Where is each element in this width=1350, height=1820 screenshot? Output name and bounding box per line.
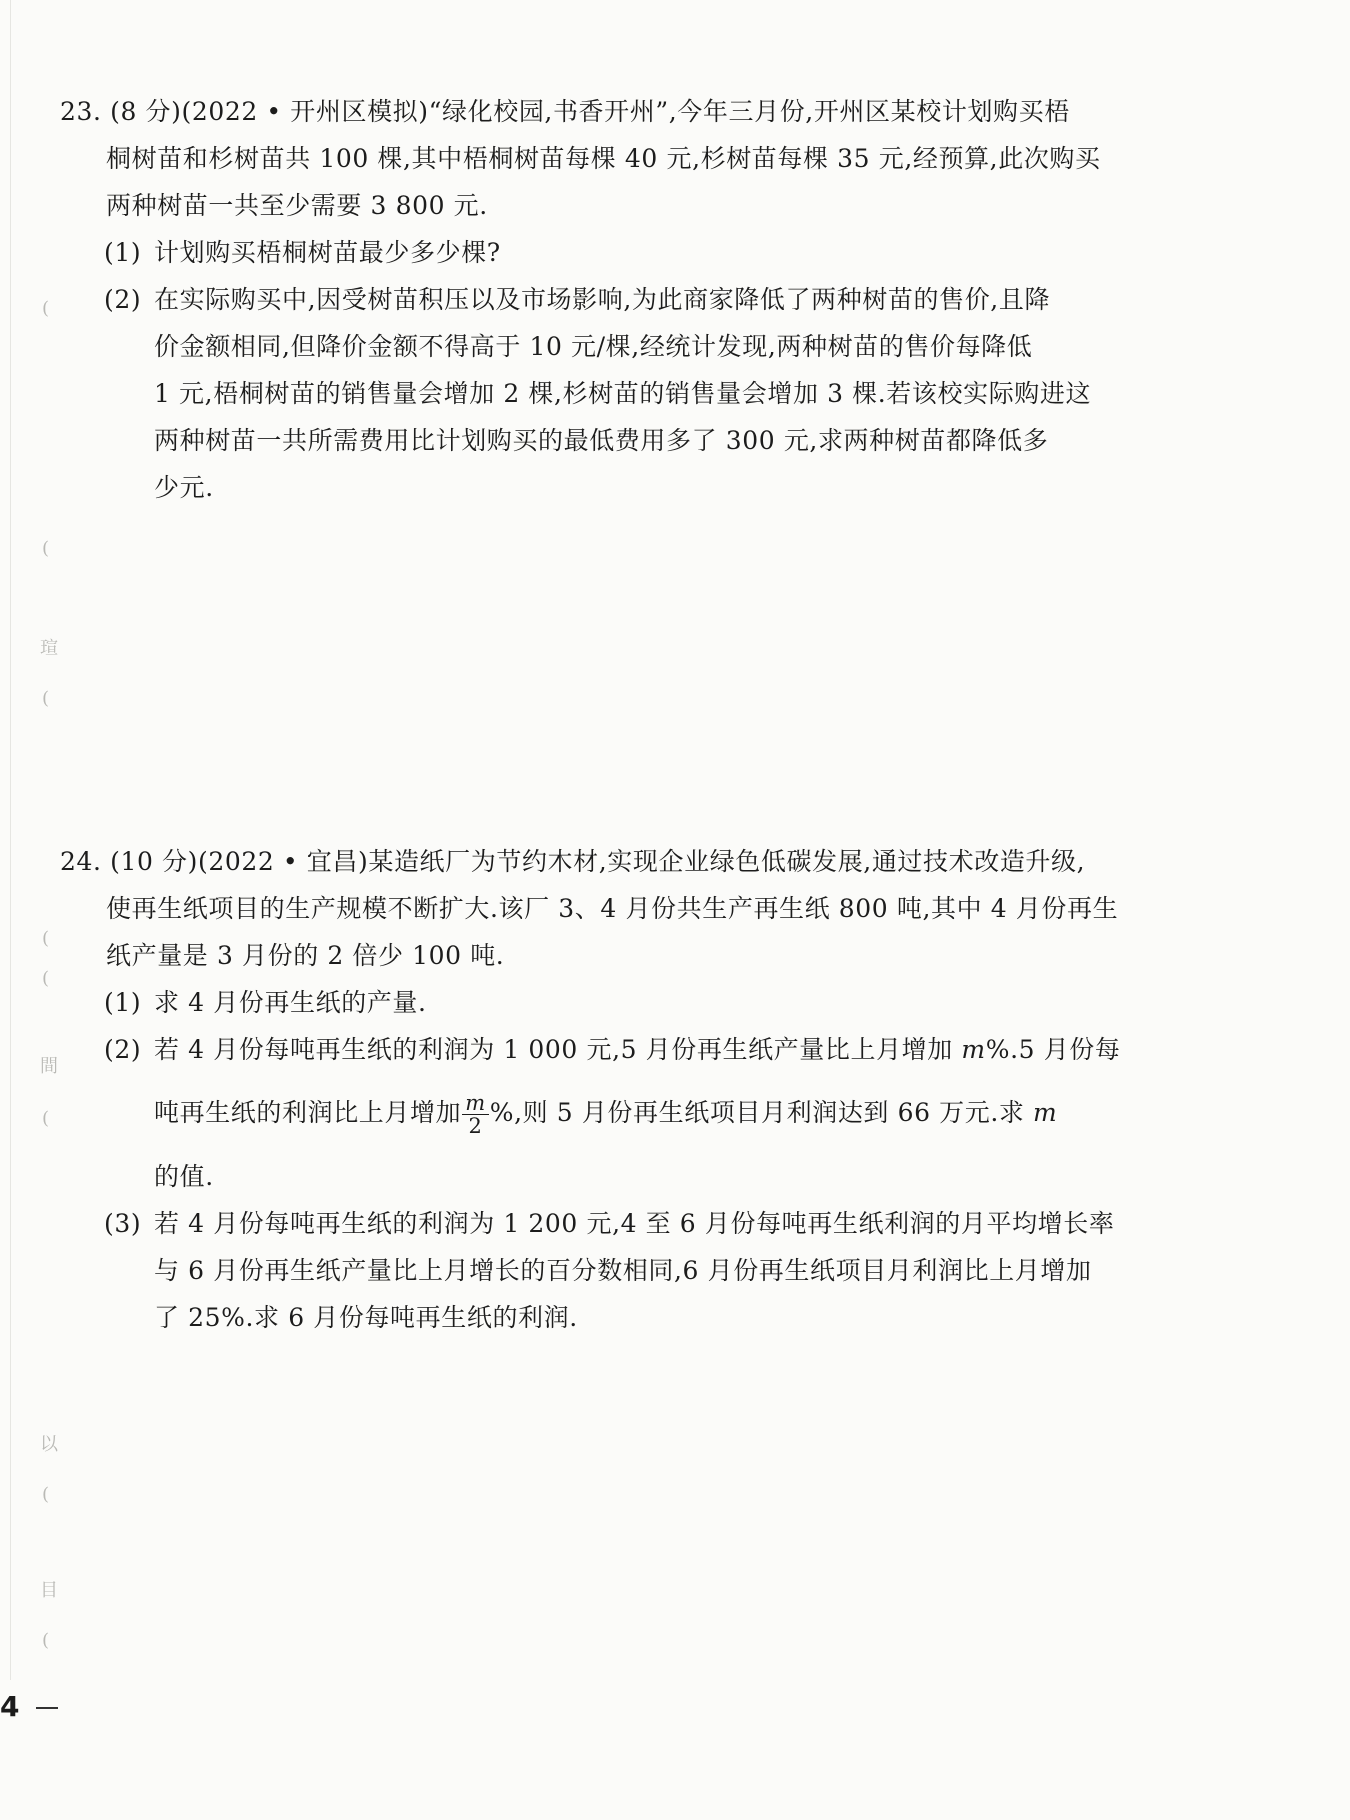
part-text: 在实际购买中,因受树苗积压以及市场影响,为此商家降低了两种树苗的售价,且降 xyxy=(154,285,1051,314)
part-number: (3) xyxy=(104,1209,142,1238)
part-text-segment: 吨再生纸的利润比上月增加 xyxy=(154,1098,462,1127)
margin-mark: 目 xyxy=(40,1580,58,1601)
problem-23-text: 桐树苗和杉树苗共 100 棵,其中梧桐树苗每棵 40 元,杉树苗每棵 35 元,经预算,此次购买 xyxy=(106,144,1101,173)
fraction-numerator: m xyxy=(462,1092,489,1115)
problem-24-part-3 xyxy=(60,1200,1160,1341)
problem-23-text: 两种树苗一共至少需要 3 800 元. xyxy=(106,191,488,220)
problem-24-header: 24. (10 分)(2022 • 宜昌)某造纸厂为节约木材,实现企业绿色低碳发展,通过技术改造升级, xyxy=(60,847,1086,876)
part-number: (1) xyxy=(104,988,142,1017)
margin-mark: ( xyxy=(42,1108,50,1129)
margin-mark: ( xyxy=(42,298,50,319)
margin-mark: ( xyxy=(42,1630,50,1651)
variable-m: m xyxy=(961,1035,986,1064)
problem-23-header: 23. (8 分)(2022 • 开州区模拟)“绿化校园,书香开州”,今年三月份,开州区某校计划购买梧 xyxy=(60,97,1070,126)
part-text: 两种树苗一共所需费用比计划购买的最低费用多了 300 元,求两种树苗都降低多 xyxy=(154,426,1049,455)
fraction-denominator: 2 xyxy=(468,1114,483,1138)
part-text xyxy=(154,1073,1160,1153)
margin-mark: ( xyxy=(42,928,50,949)
page-number: 4 xyxy=(0,1690,20,1723)
problem-24-part-1 xyxy=(60,979,1160,1026)
part-number: (2) xyxy=(104,285,142,314)
margin-mark: 瑄 xyxy=(40,638,58,659)
part-text xyxy=(154,1026,1160,1073)
margin-mark: 間 xyxy=(40,1056,58,1077)
problem-23 xyxy=(60,88,1160,511)
part-text: 计划购买梧桐树苗最少多少棵? xyxy=(154,238,501,267)
part-number: (2) xyxy=(104,1035,142,1064)
problem-23-part-1 xyxy=(60,229,1160,276)
binding-margin-line xyxy=(10,0,11,1680)
part-text: 1 元,梧桐树苗的销售量会增加 2 棵,杉树苗的销售量会增加 3 棵.若该校实际购进这 xyxy=(154,379,1092,408)
part-text: 的值. xyxy=(154,1162,214,1191)
variable-m: m xyxy=(1033,1098,1058,1127)
part-text: 与 6 月份再生纸产量比上月增长的百分数相同,6 月份再生纸项目月利润比上月增加 xyxy=(154,1256,1092,1285)
problem-24-text: 使再生纸项目的生产规模不断扩大.该厂 3、4 月份共生产再生纸 800 吨,其中 4 月份再生 xyxy=(106,894,1119,923)
margin-mark: ( xyxy=(42,968,50,989)
part-text: 求 4 月份再生纸的产量. xyxy=(154,988,427,1017)
part-text-segment: 若 4 月份每吨再生纸的利润为 1 000 元,5 月份再生纸产量比上月增加 xyxy=(154,1035,962,1064)
problem-24-text: 纸产量是 3 月份的 2 倍少 100 吨. xyxy=(106,941,505,970)
part-number: (1) xyxy=(104,238,142,267)
part-text: 若 4 月份每吨再生纸的利润为 1 200 元,4 至 6 月份每吨再生纸利润的月平均增长率 xyxy=(154,1209,1115,1238)
problem-24-part-2 xyxy=(60,1026,1160,1200)
part-text: 价金额相同,但降价金额不得高于 10 元/棵,经统计发现,两种树苗的售价每降低 xyxy=(154,332,1033,361)
margin-mark: 以 xyxy=(40,1434,58,1455)
margin-mark: ( xyxy=(42,1484,50,1505)
fraction-m-over-2 xyxy=(462,1092,489,1137)
problem-24 xyxy=(60,838,1160,1341)
margin-mark: ( xyxy=(42,688,50,709)
part-text: 少元. xyxy=(154,473,214,502)
part-text-segment: %,则 5 月份再生纸项目月利润达到 66 万元.求 xyxy=(489,1098,1034,1127)
problem-23-part-2 xyxy=(60,276,1160,511)
part-text: 了 25%.求 6 月份每吨再生纸的利润. xyxy=(154,1303,578,1332)
page-number-dash xyxy=(36,1707,58,1709)
margin-mark: ( xyxy=(42,538,50,559)
part-text-segment: %.5 月份每 xyxy=(985,1035,1121,1064)
